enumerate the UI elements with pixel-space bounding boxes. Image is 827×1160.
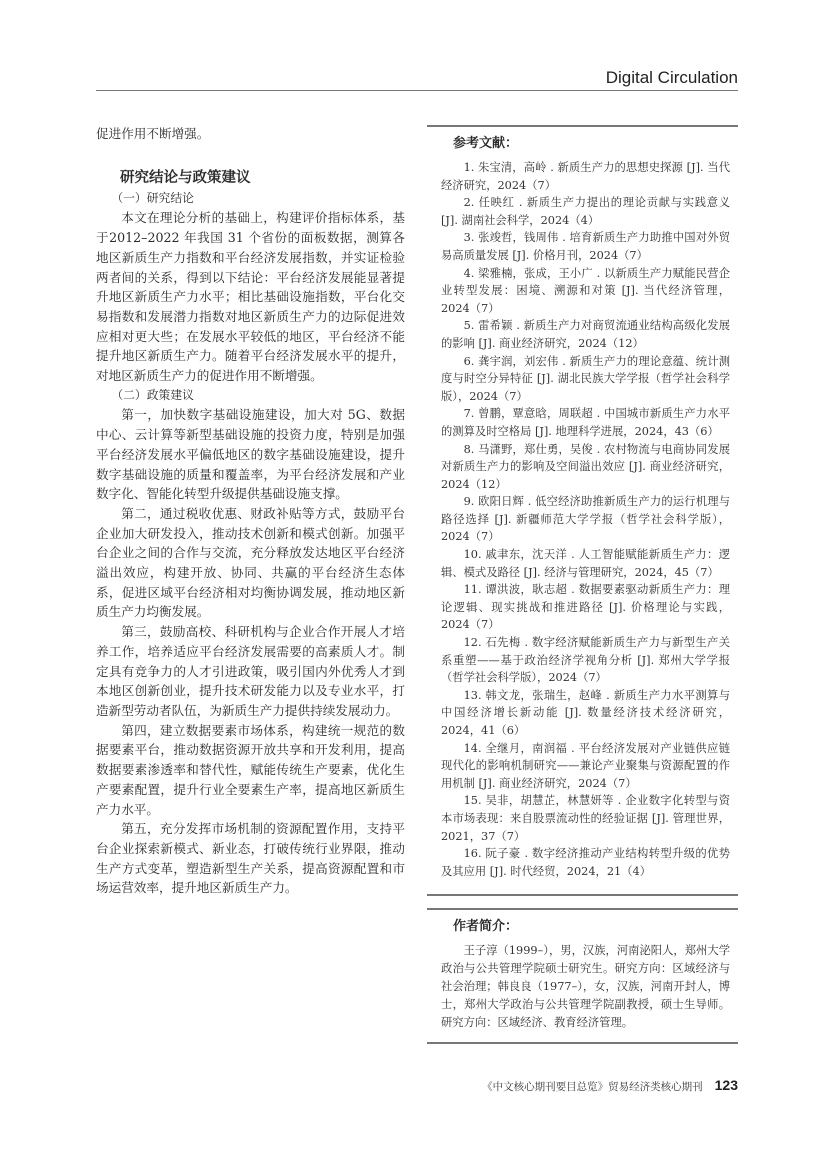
author-bio-box [427,908,738,1044]
reference-item: 9. 欧阳日辉 . 低空经济助推新质生产力的运行机理与路径选择 [J]. 新疆师范大学学报（哲学社会科学版），2024（7） [441,495,730,544]
reference-item: 4. 梁雅楠，张成，王小广 . 以新质生产力赋能民营企业转型发展：困境、溯源和对策 [J]. 当代经济管理，2024（7） [441,266,730,315]
page-footer [482,1077,738,1094]
reference-item: 1. 朱宝清，高岭 . 新质生产力的思想史探源 [J]. 当代经济研究，2024（7） [441,161,730,192]
header-divider [96,90,738,91]
reference-item: 12. 石先梅 . 数字经济赋能新质生产力与新型生产关系重塑——基于政治经济学视角分析 [J]. 郑州大学学报（哲学社会科学版），2024（7） [441,636,730,685]
reference-item: 7. 曾鹏，覃意晗，周联超 . 中国城市新质生产力水平的测算及时空格局 [J]. 地理科学进展，2024，43（6） [441,407,730,438]
paragraph: 第二，通过税收优惠、财政补贴等方式，鼓励平台企业加大研发投入，推动技术创新和模式创新。加强平台企业之间的合作与交流，充分释放发达地区平台经济溢出效应，构建开放、协同、共赢的平台经济生态体系，促进区域平台经济相对均衡协调发展，推动地区新质生产力均衡发展。 [96,505,405,620]
references-title: 参考文献： [453,136,519,151]
paragraph: 本文在理论分析的基础上，构建评价指标体系，基于2012–2022 年我国 31 个省份的面板数据，测算各地区新质生产力指数和平台经济发展指数，并实证检验两者间的关系，得到以下结论：平台经济发展能显著提升地区新质生产力水平；相比基础设施指数，平台化交易指数和发展潜力指数对地区新质生产力的边际促进效应相对更大些；在发展水平较低的地区，平台经济不能提升地区新质生产力。随着平台经济发展水平的提升，对地区新质生产力的促进作用不断增强。 [96,210,405,384]
subsection-title: （二）政策建议 [111,387,194,402]
reference-item: 16. 阮子豪 . 数字经济推动产业结构转型升级的优势及其应用 [J]. 时代经贸，2024，21（4） [441,847,730,878]
reference-item: 11. 谭洪波，耿志超 . 数据要素驱动新质生产力：理论逻辑、现实挑战和推进路径 [J]. 价格理论与实践，2024（7） [441,583,730,632]
reference-item: 10. 戚聿东，沈天洋 . 人工智能赋能新质生产力：逻辑、模式及路径 [J]. 经济与管理研究，2024，45（7） [441,548,730,579]
continued-paragraph: 促进作用不断增强。 [96,126,210,141]
paragraph: 第一，加快数字基础设施建设，加大对 5G、数据中心、云计算等新型基础设施的投资力度，特别是加强平台经济发展水平偏低地区的数字基础设施建设，提升数字基础设施的质量和覆盖率，为平台经济发展和产业数字化、智能化转型升级提供基础设施支撑。 [96,407,405,502]
reference-item: 6. 龚宇润，刘宏伟 . 新质生产力的理论意蕴、统计测度与时空分异特征 [J]. 湖北民族大学学报（哲学社会科学版），2024（7） [441,354,730,403]
reference-item: 13. 韩文龙，张瑞生，赵峰 . 新质生产力水平测算与中国经济增长新动能 [J]. 数量经济技术经济研究，2024，41（6） [441,688,730,737]
paragraph: 第五，充分发挥市场机制的资源配置作用，支持平台企业探索新模式、新业态，打破传统行业界限，推动生产方式变革，塑造新型生产关系，提高资源配置和市场运营效率，提升地区新质生产力。 [96,821,405,896]
reference-item: 15. 吴非，胡慧芷，林慧妍等 . 企业数字化转型与资本市场表现：来自股票流动性的经验证据 [J]. 管理世界，2021，37（7） [441,794,730,843]
page-number: 123 [714,1077,738,1093]
references-box [427,125,738,896]
left-column [96,124,405,898]
subsection-title: （一）研究结论 [111,190,194,205]
paragraph: 第四，建立数据要素市场体系，构建统一规范的数据要素平台，推动数据资源开放共享和开发利用，提高数据要素渗透率和替代性，赋能传统生产要素，优化生产要素配置，提升行业全要素生产率，提高地区新质生产力水平。 [96,722,405,817]
section-title: 研究结论与政策建议 [120,169,251,186]
reference-item: 5. 雷希颖 . 新质生产力对商贸流通业结构高级化发展的影响 [J]. 商业经济研究，2024（12） [441,319,730,350]
author-bio-text: 王子淳（1999–），男，汉族，河南泌阳人，郑州大学政治与公共管理学院硕士研究生。研究方向：区域经济与社会治理；韩良良（1977–），女，汉族，河南开封人，博士，郑州大学政治与公共管理学院副教授，硕士生导师。研究方向：区域经济、教育经济管理。 [441,944,730,1030]
paragraph: 第三，鼓励高校、科研机构与企业合作开展人才培养工作，培养适应平台经济发展需要的高素质人才。制定具有竞争力的人才引进政策，吸引国内外优秀人才到本地区创新创业，提升技术研发能力以及专业水平，打造新型劳动者队伍，为新质生产力提供持续发展动力。 [96,624,405,718]
reference-item: 8. 马潇野，郑仕勇，吴俊 . 农村物流与电商协同发展对新质生产力的影响及空间溢出效应 [J]. 商业经济研究，2024（12） [441,442,730,491]
reference-item: 2. 任映红 . 新质生产力提出的理论贡献与实践意义 [J]. 湖南社会科学，2024（4） [441,196,730,227]
footer-journal: 《中文核心期刊要目总览》贸易经济类核心期刊 [482,1081,703,1093]
author-bio-title: 作者简介： [453,919,519,935]
running-header-title: Digital Circulation [605,68,738,87]
right-column [427,125,738,1044]
reference-item: 3. 张竣哲，钱周伟 . 培育新质生产力助推中国对外贸易高质量发展 [J]. 价格月刊，2024（7） [441,231,730,262]
reference-item: 14. 全继月，南润福 . 平台经济发展对产业链供应链现代化的影响机制研究——兼论产业聚集与资源配置的作用机制 [J]. 商业经济研究，2024（7） [441,741,730,790]
